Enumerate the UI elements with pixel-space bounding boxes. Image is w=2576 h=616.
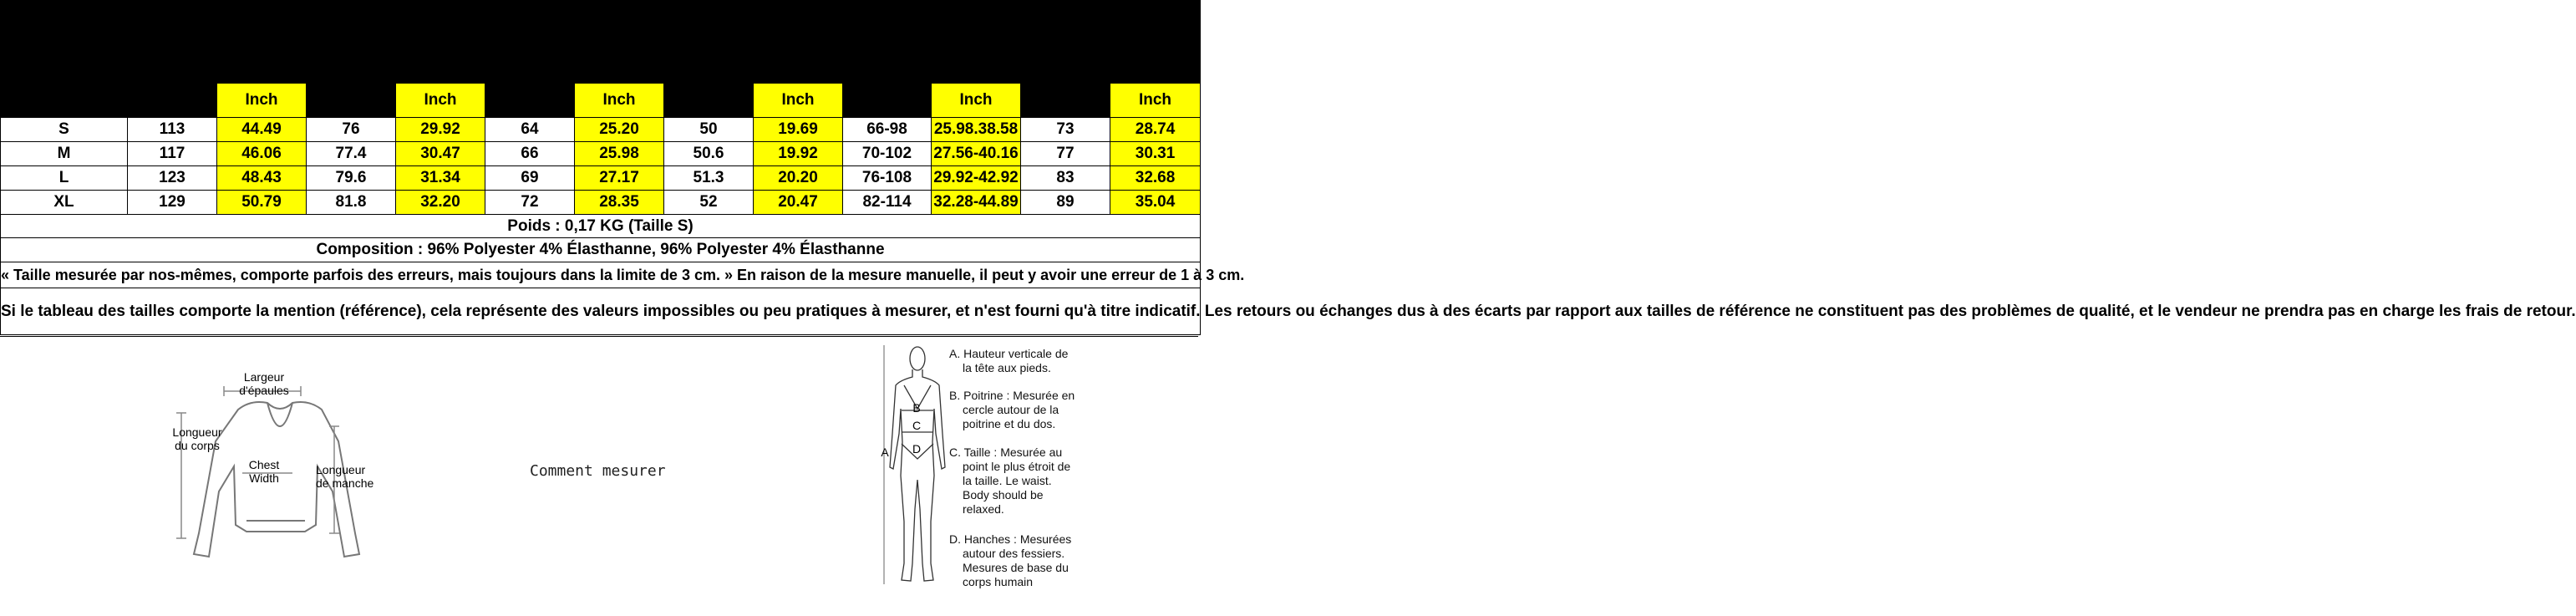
cm-value: 77 bbox=[1021, 142, 1110, 166]
how-to-title: Comment mesurer bbox=[530, 462, 666, 480]
inch-value: 20.47 bbox=[754, 191, 843, 215]
size-label: M bbox=[1, 142, 128, 166]
figure-letter-d: D bbox=[912, 442, 922, 456]
header-sleeve: Longueur de manche bbox=[664, 39, 843, 84]
body-figure bbox=[879, 342, 946, 593]
inch-value: 31.34 bbox=[396, 166, 485, 191]
figure-letter-a: A bbox=[881, 445, 889, 459]
cm-value: 66 bbox=[485, 142, 575, 166]
size-column-header: Taille bbox=[1, 1, 128, 84]
size-row bbox=[1, 118, 1201, 142]
cm-value: 82-114 bbox=[843, 191, 932, 215]
inch-value: 32.20 bbox=[396, 191, 485, 215]
unit-spacer bbox=[1, 84, 128, 118]
unit-inch: Inch bbox=[754, 84, 843, 118]
legend-line: Body should be bbox=[963, 488, 1044, 501]
sleeve-label-line: Longueur bbox=[316, 463, 366, 476]
cm-value: 77.4 bbox=[307, 142, 396, 166]
inch-value: 28.35 bbox=[575, 191, 664, 215]
chest-label-line: Width bbox=[249, 471, 279, 485]
unit-cm: cm bbox=[843, 84, 932, 118]
cm-value: 129 bbox=[128, 191, 217, 215]
weight-note: Poids : 0,17 KG (Taille S) bbox=[1, 215, 1201, 238]
chart-title: Tableau des tailles et mesures bbox=[128, 1, 1201, 39]
unit-cm: cm bbox=[485, 84, 575, 118]
inch-value: 27.56-40.16 bbox=[932, 142, 1021, 166]
sleeve-length-label bbox=[316, 463, 383, 490]
inch-value: 50.79 bbox=[217, 191, 307, 215]
legend-line: A. Hauteur verticale de bbox=[949, 347, 1069, 360]
size-row bbox=[1, 142, 1201, 166]
legend-line: la tête aux pieds. bbox=[963, 361, 1051, 374]
cm-value: 69 bbox=[485, 166, 575, 191]
inch-value: 27.17 bbox=[575, 166, 664, 191]
shoulder-label-line: d'épaules bbox=[239, 384, 289, 397]
unit-inch: Inch bbox=[217, 84, 307, 118]
size-row bbox=[1, 191, 1201, 215]
inch-value: 29.92-42.92 bbox=[932, 166, 1021, 191]
legend-d bbox=[949, 532, 1071, 589]
legend-line: B. Poitrine : Mesurée en bbox=[949, 389, 1075, 402]
measurement-note: « Taille mesurée par nos-mêmes, comporte parfois des erreurs, mais toujours dans la limite de 3 cm. » En raison de la mesure manuelle, il peut y avoir une erreur de 1 à 3 cm. bbox=[1, 262, 1201, 288]
size-row bbox=[1, 166, 1201, 191]
inch-value: 46.06 bbox=[217, 142, 307, 166]
unit-inch: Inch bbox=[1110, 84, 1201, 118]
chest-label-line: Chest bbox=[248, 458, 280, 471]
body-length-label-line: Longueur bbox=[172, 425, 222, 439]
unit-inch: Inch bbox=[575, 84, 664, 118]
legend-line: la taille. Le waist. bbox=[963, 474, 1052, 487]
unit-cm: cm bbox=[1021, 84, 1110, 118]
size-label: XL bbox=[1, 191, 128, 215]
header-length: Longueur bbox=[307, 39, 485, 84]
legend-line: D. Hanches : Mesurées bbox=[949, 532, 1072, 546]
cm-value: 72 bbox=[485, 191, 575, 215]
chest-width-label bbox=[242, 458, 286, 485]
cm-value: 66-98 bbox=[843, 118, 932, 142]
legend-a bbox=[949, 347, 1068, 375]
size-label: L bbox=[1, 166, 128, 191]
cm-value: 83 bbox=[1021, 166, 1110, 191]
legend-line: corps humain bbox=[963, 575, 1034, 588]
unit-inch: Inch bbox=[932, 84, 1021, 118]
inch-value: 44.49 bbox=[217, 118, 307, 142]
inch-value: 25.98 bbox=[575, 142, 664, 166]
inch-value: 25.20 bbox=[575, 118, 664, 142]
cm-value: 79.6 bbox=[307, 166, 396, 191]
inch-value: 35.04 bbox=[1110, 191, 1201, 215]
cm-value: 117 bbox=[128, 142, 217, 166]
sleeve-label-line: de manche bbox=[316, 476, 374, 490]
unit-cm: cm bbox=[664, 84, 754, 118]
size-label: S bbox=[1, 118, 128, 142]
legend-line: autour des fessiers. bbox=[963, 547, 1065, 560]
inch-value: 20.20 bbox=[754, 166, 843, 191]
inch-value: 30.31 bbox=[1110, 142, 1201, 166]
body-length-label-line: du corps bbox=[175, 439, 220, 452]
legend-line: poitrine et du dos. bbox=[963, 417, 1056, 430]
disclaimer-note: Si le tableau des tailles comporte la mention (référence), cela représente des valeurs impossibles ou peu pratiques à mesurer, et n'est fourni qu'à titre indicatif. Les retours ou échanges dus à des écarts par rapport aux tailles de référence ne constituent pas des problèmes de qualité, et le vendeur ne prendra pas en charge les frais de retour. bbox=[1, 288, 1201, 335]
legend-b bbox=[949, 389, 1075, 431]
shoulder-label-line: Largeur bbox=[243, 370, 285, 384]
inch-value: 32.68 bbox=[1110, 166, 1201, 191]
shoulder-width-label bbox=[234, 370, 294, 397]
composition-note: Composition : 96% Polyester 4% Élasthanne, 96% Polyester 4% Élasthanne bbox=[1, 238, 1201, 262]
header-chest: Tour de poitrine bbox=[128, 39, 307, 84]
cm-value: 70-102 bbox=[843, 142, 932, 166]
how-to-measure-section bbox=[0, 336, 1198, 616]
legend-line: cercle autour de la bbox=[963, 403, 1059, 416]
cm-value: 50 bbox=[664, 118, 754, 142]
header-hips: Tour de hanches bbox=[1021, 39, 1201, 84]
inch-value: 25.98.38.58 bbox=[932, 118, 1021, 142]
unit-cm: cm bbox=[128, 84, 217, 118]
cm-value: 76-108 bbox=[843, 166, 932, 191]
cm-value: 73 bbox=[1021, 118, 1110, 142]
cm-value: 64 bbox=[485, 118, 575, 142]
inch-value: 29.92 bbox=[396, 118, 485, 142]
legend-line: C. Taille : Mesurée au bbox=[949, 445, 1063, 459]
cm-value: 76 bbox=[307, 118, 396, 142]
header-waist: Tour de taille bbox=[843, 39, 1021, 84]
legend-line: point le plus étroit de bbox=[963, 460, 1071, 473]
inch-value: 19.69 bbox=[754, 118, 843, 142]
inch-value: 30.47 bbox=[396, 142, 485, 166]
unit-cm: cm bbox=[307, 84, 396, 118]
cm-value: 81.8 bbox=[307, 191, 396, 215]
legend-c bbox=[949, 445, 1070, 517]
inch-value: 28.74 bbox=[1110, 118, 1201, 142]
legend-line: relaxed. bbox=[963, 502, 1004, 516]
figure-letter-b: B bbox=[912, 401, 921, 415]
inch-value: 19.92 bbox=[754, 142, 843, 166]
cm-value: 52 bbox=[664, 191, 754, 215]
inch-value: 48.43 bbox=[217, 166, 307, 191]
header-shoulder: Largeur d'épaule bbox=[485, 39, 664, 84]
cm-value: 51.3 bbox=[664, 166, 754, 191]
figure-letter-c: C bbox=[912, 419, 922, 432]
legend-line: Mesures de base du bbox=[963, 561, 1069, 574]
inch-value: 32.28-44.89 bbox=[932, 191, 1021, 215]
cm-value: 50.6 bbox=[664, 142, 754, 166]
unit-inch: Inch bbox=[396, 84, 485, 118]
cm-value: 89 bbox=[1021, 191, 1110, 215]
body-length-label bbox=[167, 425, 227, 452]
cm-value: 113 bbox=[128, 118, 217, 142]
cm-value: 123 bbox=[128, 166, 217, 191]
